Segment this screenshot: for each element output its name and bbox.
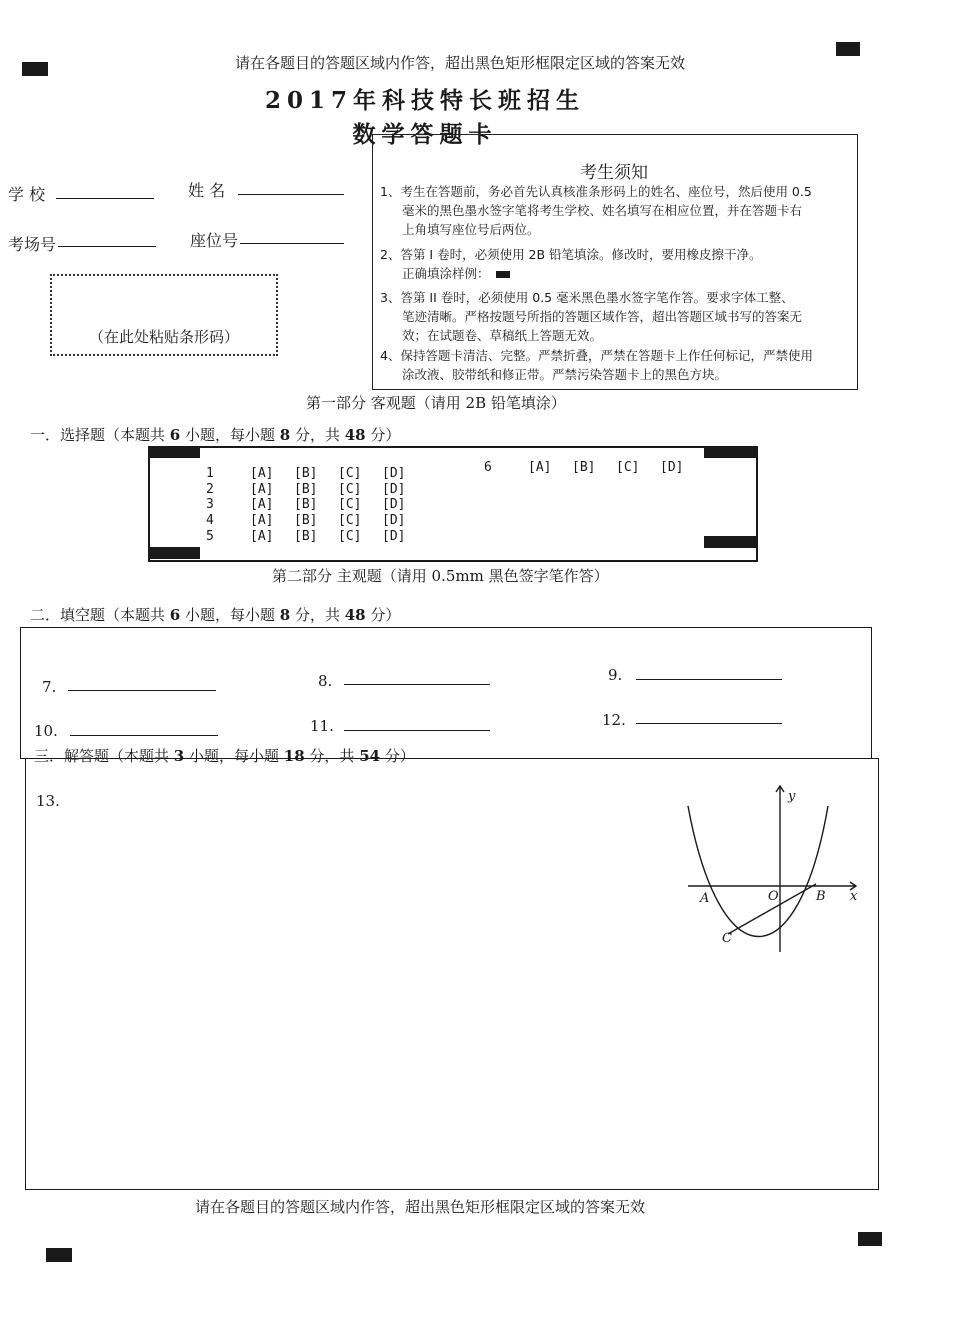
choice-question-4 bbox=[206, 513, 426, 528]
option-b-bubble[interactable]: [B] bbox=[294, 497, 318, 512]
option-a-bubble[interactable]: [A] bbox=[250, 513, 274, 528]
choice-section-heading: 一．选择题（本题共 6 小题，每小题 8 分，共 48 分） bbox=[30, 426, 401, 444]
point-a-label: A bbox=[700, 891, 710, 906]
option-d-bubble[interactable]: [D] bbox=[382, 497, 406, 512]
choice-corner-mark bbox=[148, 446, 200, 458]
blank-8-line[interactable] bbox=[344, 684, 490, 685]
point-c-label: C bbox=[722, 931, 732, 946]
option-b-bubble[interactable]: [B] bbox=[294, 482, 318, 497]
blank-11-label: 11. bbox=[310, 717, 334, 735]
option-a-bubble[interactable]: [A] bbox=[250, 497, 274, 512]
page-subtitle: 数学答题卡 bbox=[352, 121, 498, 148]
point-b-label: B bbox=[816, 889, 826, 904]
option-c-bubble[interactable]: [C] bbox=[338, 497, 362, 512]
y-axis-label: y bbox=[788, 789, 796, 804]
choice-question-6 bbox=[484, 460, 704, 475]
fill-answer-frame bbox=[20, 627, 872, 759]
choice-question-1 bbox=[206, 466, 426, 481]
seat-field[interactable] bbox=[240, 243, 344, 244]
option-c-bubble[interactable]: [C] bbox=[338, 482, 362, 497]
question-number: 2 bbox=[206, 482, 214, 497]
notice-title: 考生须知 bbox=[580, 163, 648, 183]
exam-room-label: 考场号 bbox=[8, 235, 57, 254]
blank-10-line[interactable] bbox=[70, 735, 218, 736]
question-number: 1 bbox=[206, 466, 214, 481]
question-number: 6 bbox=[484, 460, 492, 475]
option-a-bubble[interactable]: [A] bbox=[250, 529, 274, 544]
option-b-bubble[interactable]: [B] bbox=[294, 513, 318, 528]
fill-sample-block bbox=[496, 271, 510, 278]
name-label: 姓 名 bbox=[188, 181, 226, 200]
notice-item-2: 2、答第 I 卷时，必须使用 2B 铅笔填涂。修改时，要用橡皮擦干净。 正确填涂样例： bbox=[380, 247, 762, 281]
alignment-mark-bottom-right bbox=[858, 1232, 882, 1246]
blank-8-label: 8. bbox=[318, 672, 333, 690]
blank-12-line[interactable] bbox=[636, 723, 782, 724]
option-b-bubble[interactable]: [B] bbox=[294, 466, 318, 481]
option-d-bubble[interactable]: [D] bbox=[382, 466, 406, 481]
choice-corner-mark bbox=[704, 536, 756, 548]
question-number: 4 bbox=[206, 513, 214, 528]
notice-item-1: 1、考生在答题前，务必首先认真核准条形码上的姓名、座位号，然后使用 0.5 毫米的黑色墨水签字笔将考生学校、姓名填写在相应位置，并在答题卡右 上角填写座位号后两位。 bbox=[380, 184, 812, 237]
notice-item-4: 4、保持答题卡清洁、完整。严禁折叠，严禁在答题卡上作任何标记，严禁使用 涂改液、胶带纸和修正带。严禁污染答题卡上的黑色方块。 bbox=[380, 348, 813, 382]
part1-heading: 第一部分 客观题（请用 2B 铅笔填涂） bbox=[306, 394, 566, 412]
choice-corner-mark bbox=[148, 547, 200, 559]
school-label: 学 校 bbox=[8, 185, 46, 204]
blank-7-line[interactable] bbox=[68, 690, 216, 691]
bottom-warning: 请在各题目的答题区域内作答，超出黑色矩形框限定区域的答案无效 bbox=[194, 1198, 645, 1216]
option-d-bubble[interactable]: [D] bbox=[660, 460, 684, 475]
school-field[interactable] bbox=[56, 198, 154, 199]
option-a-bubble[interactable]: [A] bbox=[528, 460, 552, 475]
option-d-bubble[interactable]: [D] bbox=[382, 513, 406, 528]
question-number: 3 bbox=[206, 497, 214, 512]
blank-9-line[interactable] bbox=[636, 679, 782, 680]
option-a-bubble[interactable]: [A] bbox=[250, 466, 274, 481]
choice-question-2 bbox=[206, 482, 426, 497]
page-title: 2017年科技特长班招生 bbox=[264, 87, 585, 114]
choice-question-3 bbox=[206, 497, 426, 512]
question-number: 5 bbox=[206, 529, 214, 544]
option-b-bubble[interactable]: [B] bbox=[572, 460, 596, 475]
blank-12-label: 12. bbox=[602, 711, 626, 729]
top-warning: 请在各题目的答题区域内作答，超出黑色矩形框限定区域的答案无效 bbox=[234, 54, 685, 72]
name-field[interactable] bbox=[238, 194, 344, 195]
blank-7-label: 7. bbox=[42, 678, 57, 696]
barcode-placeholder: （在此处粘贴条形码） bbox=[88, 328, 239, 346]
solve-section-heading: 三．解答题（本题共 3 小题，每小题 18 分，共 54 分） bbox=[34, 747, 415, 765]
question-13-label: 13. bbox=[36, 792, 60, 810]
parabola-graph bbox=[680, 780, 870, 960]
option-d-bubble[interactable]: [D] bbox=[382, 482, 406, 497]
choice-question-5 bbox=[206, 529, 426, 544]
x-axis-label: x bbox=[850, 889, 858, 904]
part2-heading: 第二部分 主观题（请用 0.5mm 黑色签字笔作答） bbox=[272, 567, 609, 585]
option-c-bubble[interactable]: [C] bbox=[338, 513, 362, 528]
notice-item-3: 3、答第 II 卷时，必须使用 0.5 毫米黑色墨水签字笔作答。要求字体工整、 笔迹清晰。严格按题号所指的答题区域作答，超出答题区域书写的答案无 效；在试题卷、草稿纸上答题无效。 bbox=[380, 290, 803, 343]
option-a-bubble[interactable]: [A] bbox=[250, 482, 274, 497]
option-b-bubble[interactable]: [B] bbox=[294, 529, 318, 544]
exam-room-field[interactable] bbox=[58, 246, 156, 247]
option-c-bubble[interactable]: [C] bbox=[616, 460, 640, 475]
blank-9-label: 9. bbox=[608, 666, 623, 684]
blank-10-label: 10. bbox=[34, 722, 58, 740]
alignment-mark-bottom-left bbox=[46, 1248, 72, 1262]
option-c-bubble[interactable]: [C] bbox=[338, 466, 362, 481]
option-d-bubble[interactable]: [D] bbox=[382, 529, 406, 544]
choice-corner-mark bbox=[704, 446, 756, 458]
seat-label: 座位号 bbox=[190, 231, 239, 250]
point-o-label: O bbox=[768, 889, 779, 904]
fill-section-heading: 二．填空题（本题共 6 小题，每小题 8 分，共 48 分） bbox=[30, 606, 401, 624]
option-c-bubble[interactable]: [C] bbox=[338, 529, 362, 544]
blank-11-line[interactable] bbox=[344, 730, 490, 731]
